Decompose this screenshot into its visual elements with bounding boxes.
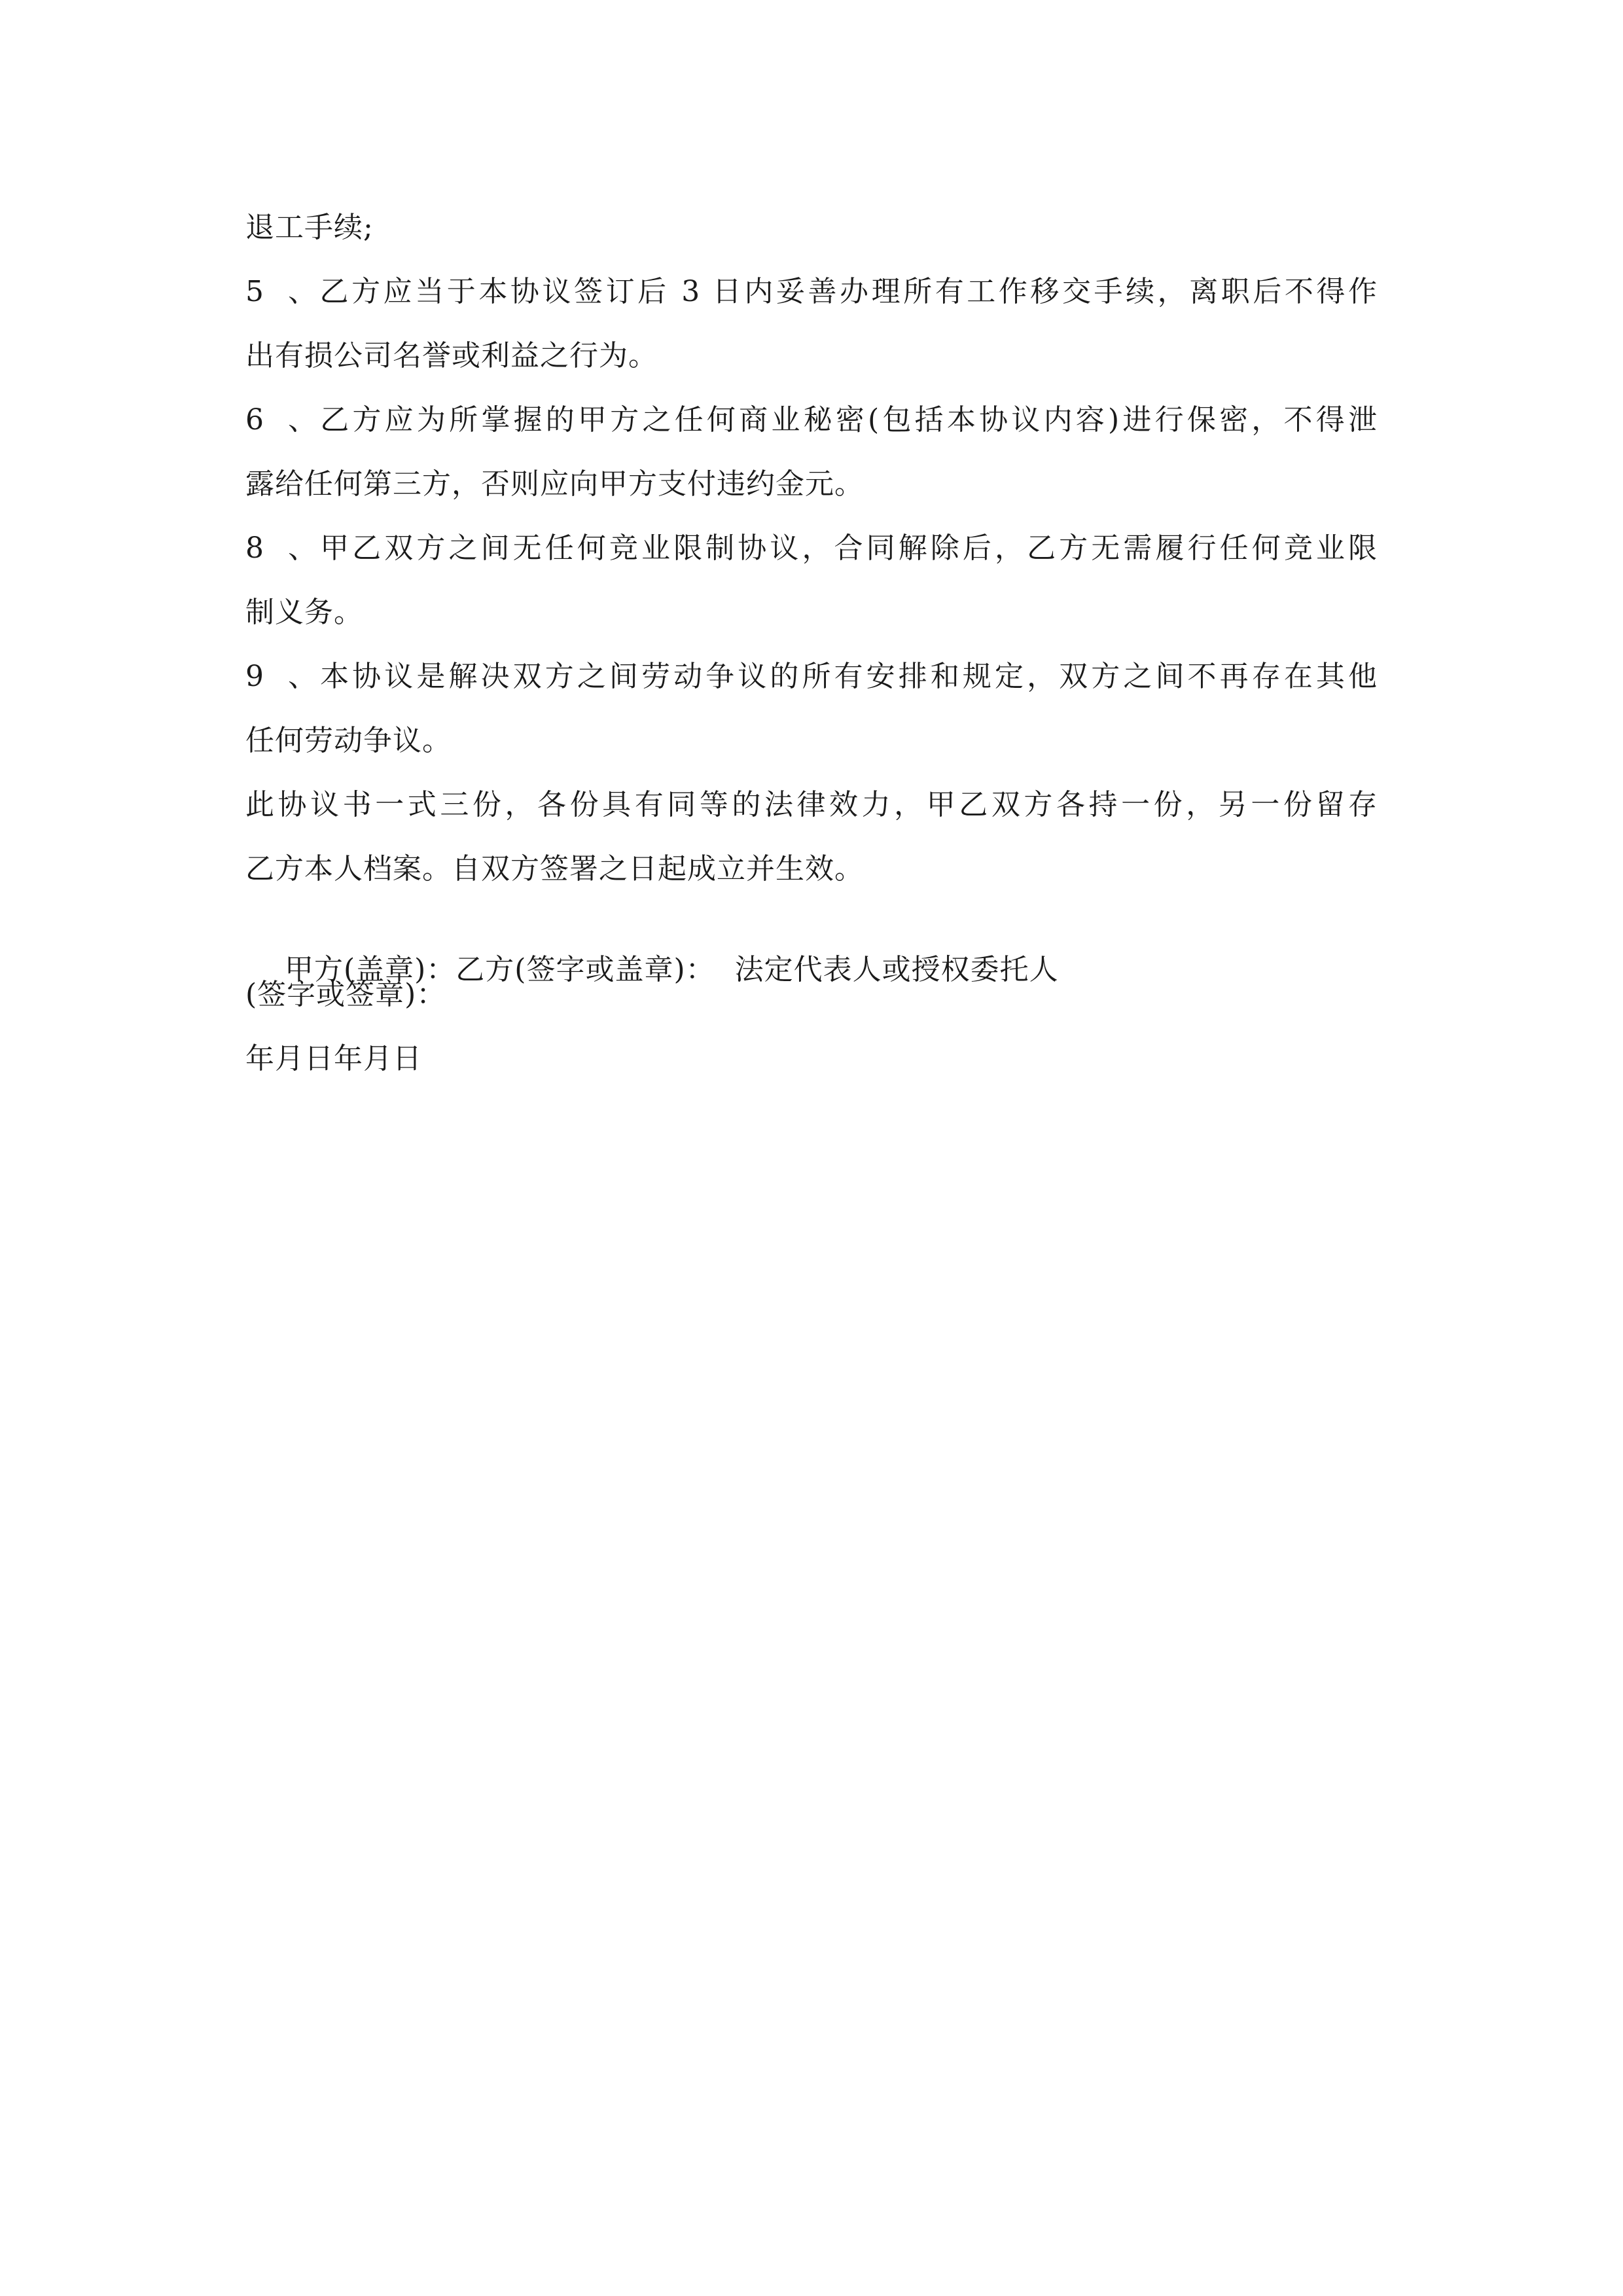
text-line [245,208,374,247]
line-text: 乙方应为所掌握的甲方之任何商业秘密(包括本协议内容)进行保密，不得泄 [317,403,1378,437]
clause-6-line-2 [245,465,864,504]
clause-9-line-1 [245,657,1378,696]
line-text: 退工手续; [245,211,374,244]
line-text: 年月日年月日 [245,1042,422,1075]
signature-parties-line [245,911,1059,986]
clause-9-line-2 [245,721,452,761]
line-text: 制义务。 [245,596,363,629]
signature-note-line [245,975,446,1014]
clause-5-line-2 [245,336,658,376]
clause-6-line-1 [245,401,1378,440]
clause-number: 5、 [245,275,317,308]
line-text: 本协议是解决双方之间劳动争议的所有安排和规定，双方之间不再存在其他 [317,660,1378,693]
line-text: 乙方应当于本协议签订后 3 日内妥善办理所有工作移交手续，离职后不得作 [317,275,1378,308]
line-text: 任何劳动争议。 [245,724,452,757]
date-line [245,1039,422,1079]
clause-5-line-1 [245,272,1378,312]
line-text: 乙方本人档案。自双方签署之日起成立并生效。 [245,852,864,886]
clause-8-line-1 [245,529,1378,568]
copies-line-2 [245,850,864,889]
line-text: 露给任何第三方，否则应向甲方支付违约金元。 [245,467,864,501]
line-text: 甲乙双方之间无任何竞业限制协议，合同解除后，乙方无需履行任何竞业限 [317,531,1378,565]
line-text: 此协议书一式三份，各份具有同等的法律效力，甲乙双方各持一份，另一份留存 [245,788,1378,821]
line-text: (签字或签章)： [245,978,446,1011]
clause-number: 6、 [245,403,317,437]
clause-number: 9、 [245,660,317,693]
clause-number: 8、 [245,531,317,565]
copies-line-1 [245,785,1378,825]
line-text: 出有损公司名誉或利益之行为。 [245,339,658,372]
clause-8-line-2 [245,593,363,632]
line-text: 甲方(盖章)：乙方(签字或盖章)： 法定代表人或授权委托人 [284,953,1059,986]
